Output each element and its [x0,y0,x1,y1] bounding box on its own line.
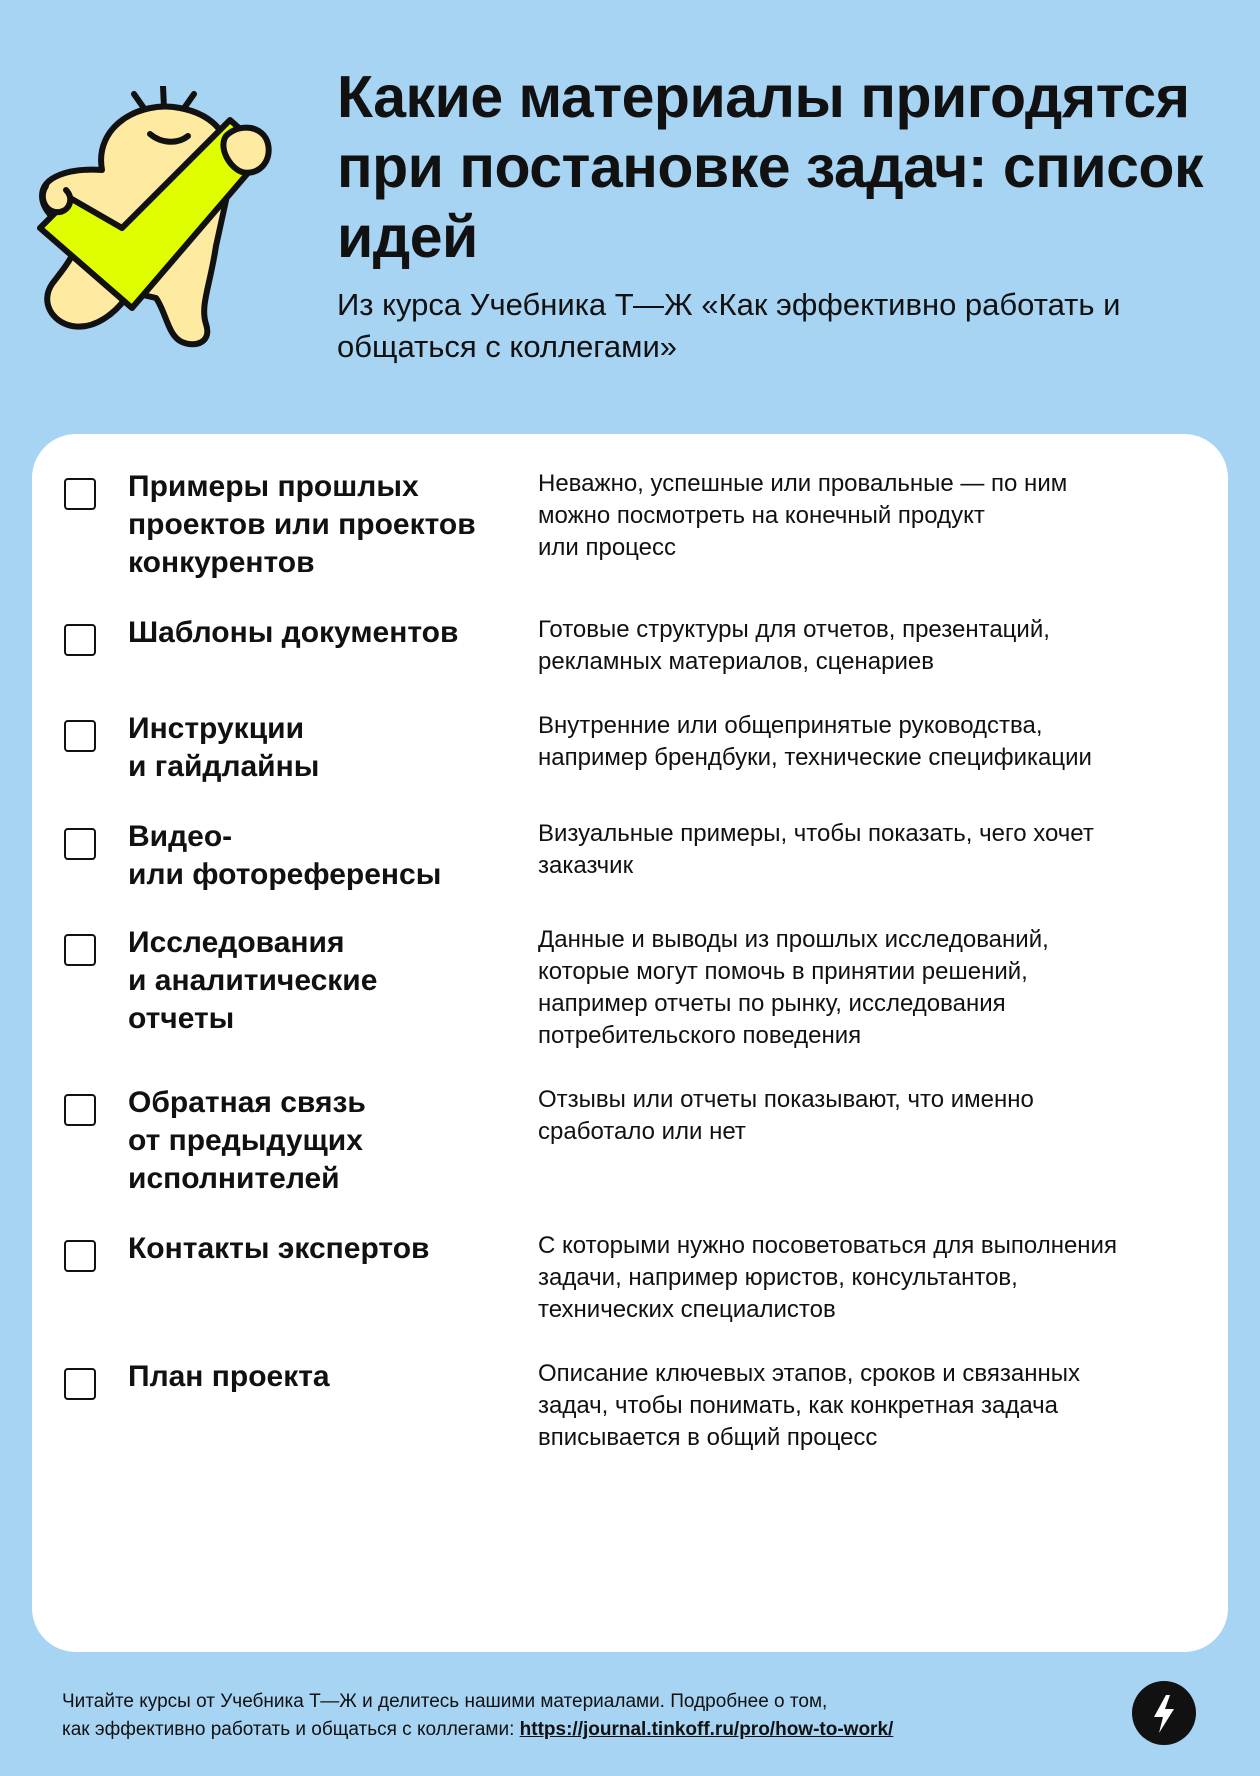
checklist-checkbox[interactable] [64,828,96,860]
checklist-checkbox[interactable] [64,1240,96,1272]
item-title: Видео- или фотореференсы [128,820,442,891]
item-title: Исследования и аналитические отчеты [128,926,378,1035]
footer-line-1: Читайте курсы от Учебника Т—Ж и делитесь нашими материалами. Подробнее о том, [62,1691,828,1712]
item-description: Данные и выводы из прошлых исследований, которые могут помочь в принятии решений, например отчеты по рынку, исследования потребительского поведения [538,926,1049,1049]
item-description: С которыми нужно посоветоваться для выполнения задачи, например юристов, консультантов, технических специалистов [538,1232,1117,1323]
checklist-checkbox[interactable] [64,1368,96,1400]
item-description: Внутренние или общепринятые руководства, например брендбуки, технические спецификации [538,712,1092,771]
item-title: Примеры прошлых проектов или проектов конкурентов [128,470,476,579]
mascot-checkmark-icon [30,86,306,356]
checklist-checkbox[interactable] [64,624,96,656]
item-title: Обратная связь от предыдущих исполнителей [128,1086,366,1195]
item-description: Описание ключевых этапов, сроков и связанных задач, чтобы понимать, как конкретная задача вписывается в общий процесс [538,1360,1080,1451]
page-title: Какие материалы пригодятся при постановке задач: список идей [337,64,1203,270]
footer-link[interactable]: https://journal.tinkoff.ru/pro/how-to-work/ [519,1719,894,1740]
item-title: План проекта [128,1360,330,1393]
item-description: Визуальные примеры, чтобы показать, чего хочет заказчик [538,820,1094,879]
checklist-checkbox[interactable] [64,934,96,966]
footer-text [62,1688,1062,1744]
item-description: Готовые структуры для отчетов, презентаций, рекламных материалов, сценариев [538,616,1050,675]
item-title: Шаблоны документов [128,616,459,649]
footer-line-2: как эффективно работать и общаться с коллегами: [62,1719,520,1740]
lightning-logo-icon[interactable] [1132,1681,1196,1745]
item-title: Контакты экспертов [128,1232,430,1265]
checklist-checkbox[interactable] [64,1094,96,1126]
checklist-card [32,434,1228,1652]
item-description: Неважно, успешные или провальные — по ним можно посмотреть на конечный продукт или процесс [538,470,1068,561]
item-description: Отзывы или отчеты показывают, что именно сработало или нет [538,1086,1034,1145]
checklist-checkbox[interactable] [64,478,96,510]
page-subtitle: Из курса Учебника Т—Ж «Как эффективно работать и общаться с коллегами» [337,287,1121,364]
checklist-checkbox[interactable] [64,720,96,752]
item-title: Инструкции и гайдлайны [128,712,320,783]
